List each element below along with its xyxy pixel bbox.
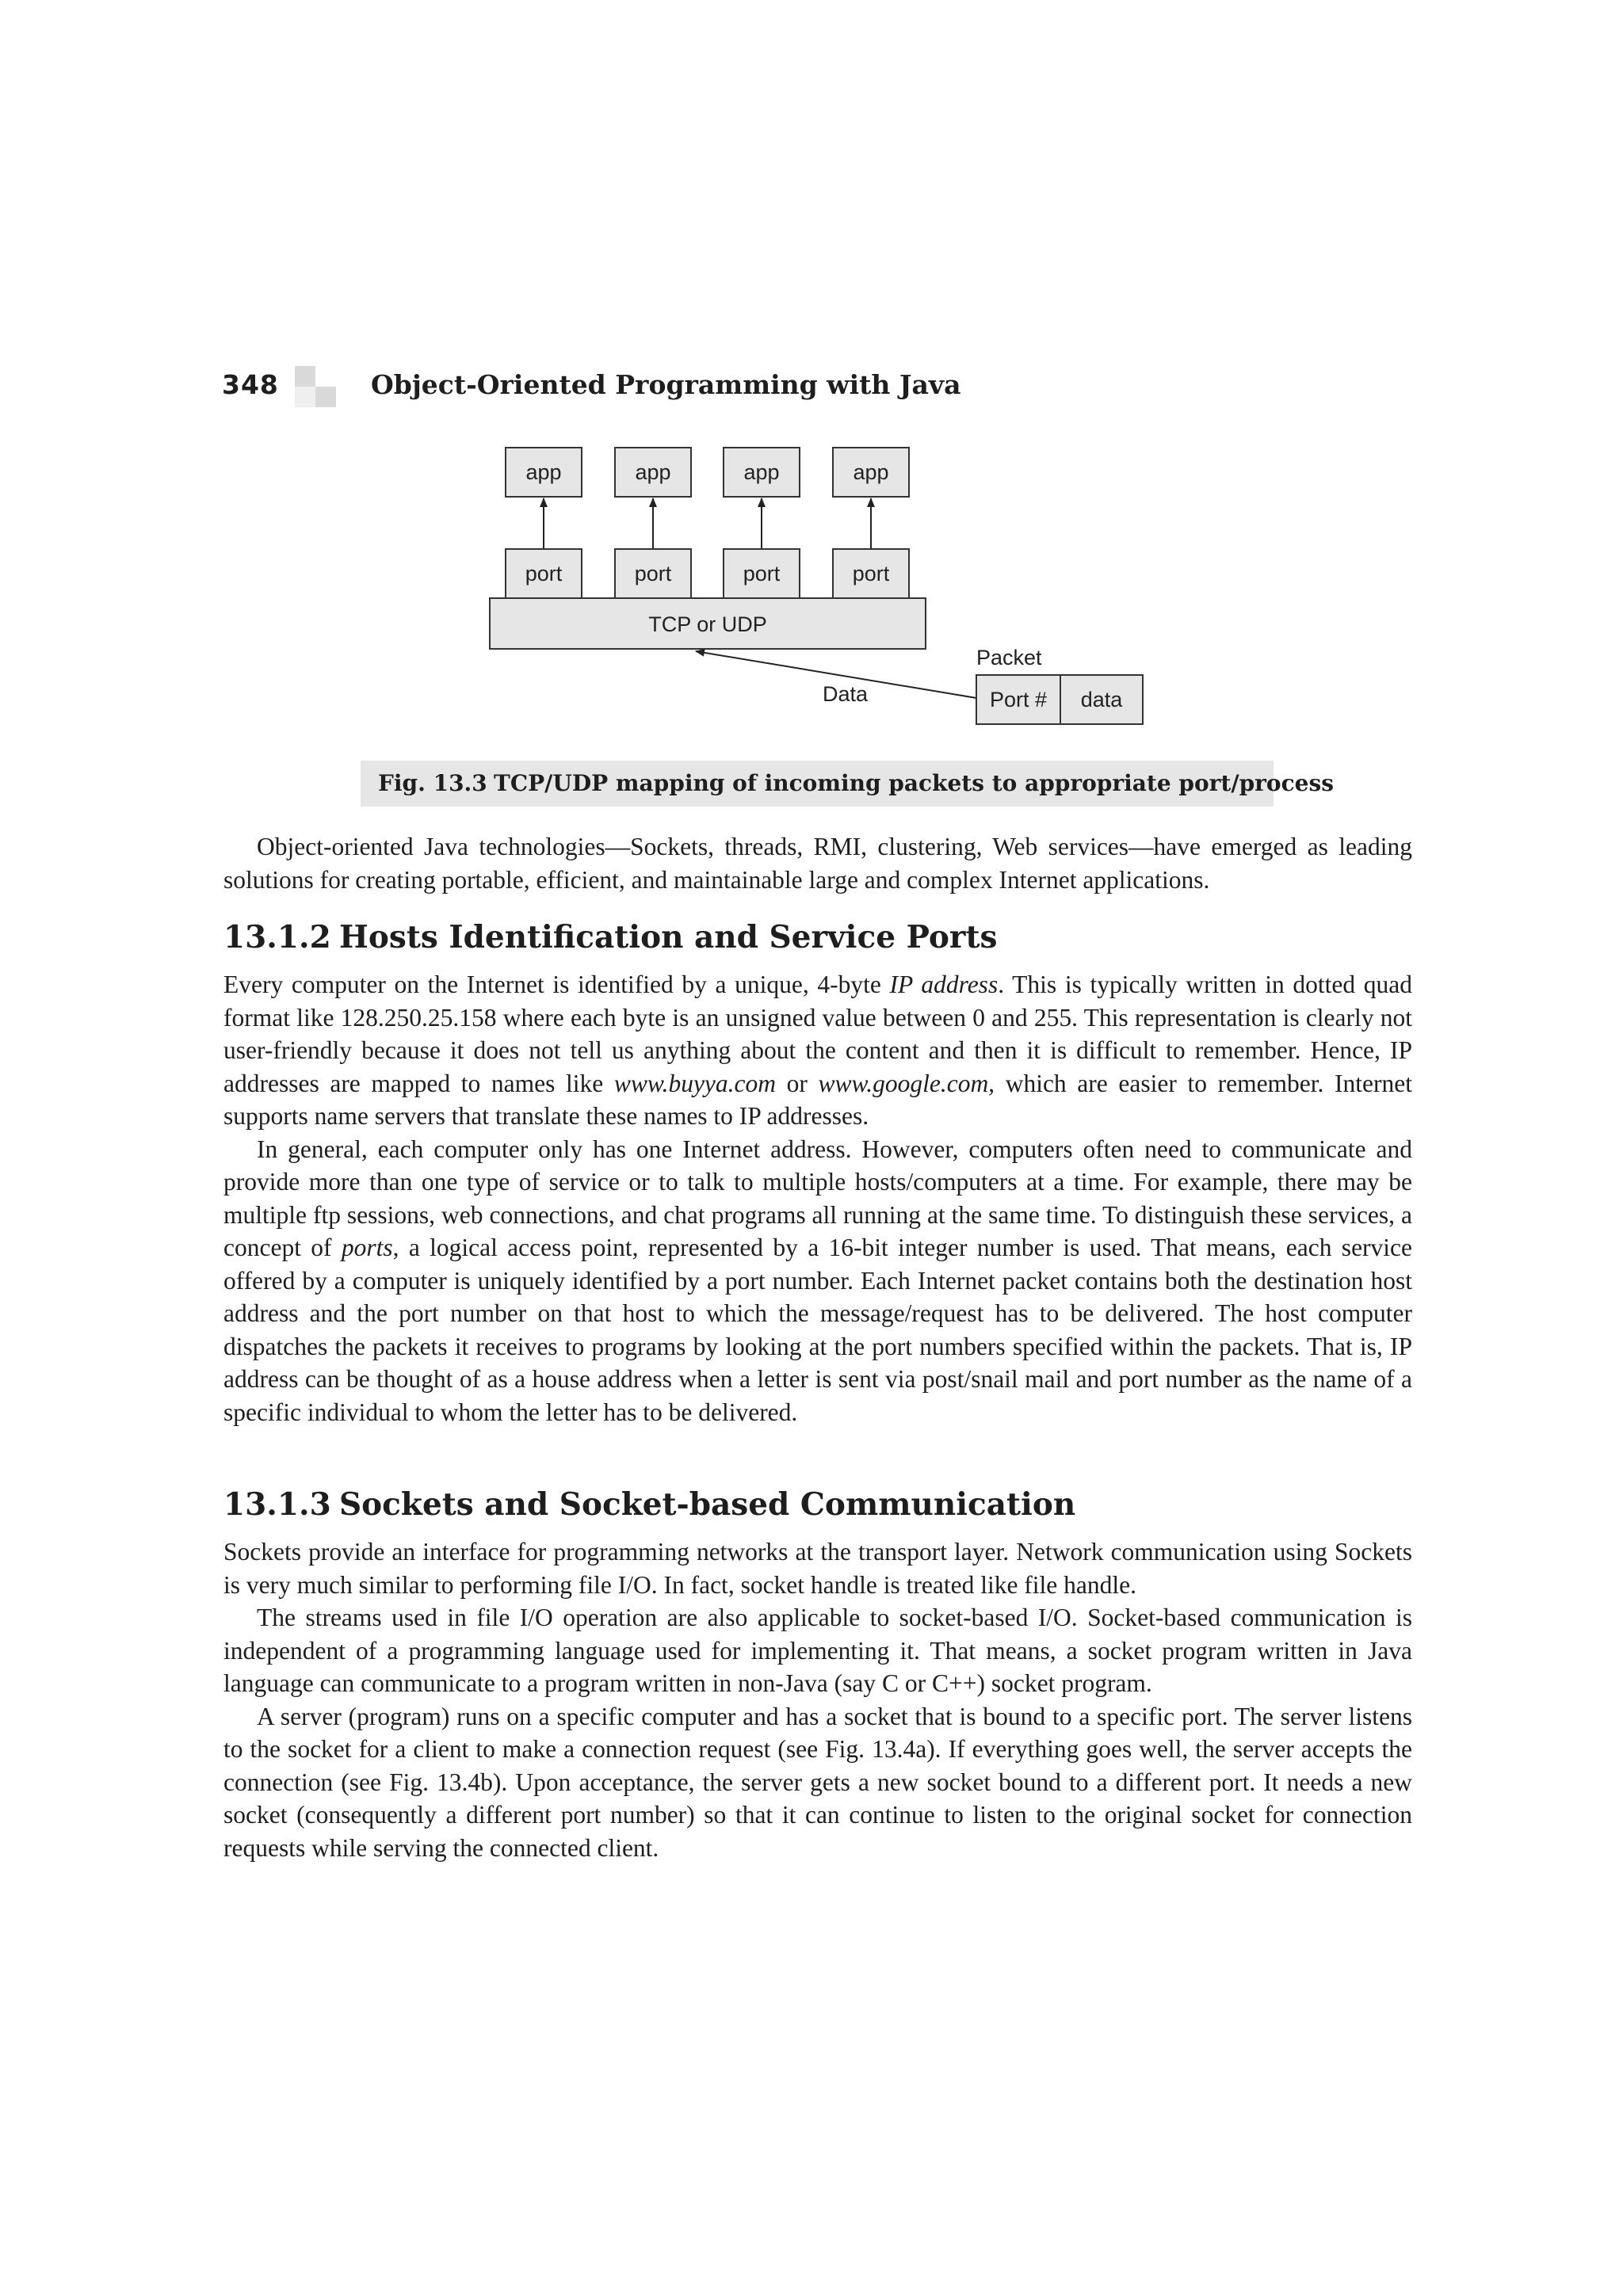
- url-buyya: www.buyya.com: [613, 1069, 777, 1097]
- svg-text:app: app: [853, 460, 889, 484]
- section-13-1-3-body: [223, 1535, 1412, 1864]
- book-title: Object-Oriented Programming with Java: [371, 369, 961, 400]
- svg-text:app: app: [635, 460, 671, 484]
- paragraph: Sockets provide an interface for programming networks at the transport layer. Network communication using Sockets is very much similar to performing file I/O. In fact, socket handle is treated like file handle.: [223, 1538, 1412, 1599]
- app-box-1: [506, 448, 582, 497]
- ip-address-term: IP address: [889, 971, 999, 998]
- svg-text:data: data: [1080, 688, 1123, 711]
- svg-text:port: port: [634, 562, 672, 585]
- data-arrow-label: Data: [823, 682, 869, 706]
- svg-text:port: port: [852, 562, 890, 585]
- section-number: 13.1.3: [223, 1486, 331, 1523]
- section-heading-13-1-2: [223, 919, 1412, 955]
- tcp-udp-diagram: [475, 440, 1157, 741]
- app-box-3: [724, 448, 800, 497]
- svg-text:Port #: Port #: [989, 688, 1048, 711]
- packet-label: Packet: [976, 646, 1042, 669]
- packet-port-field: [976, 675, 1060, 724]
- transport-layer-box: [490, 598, 926, 649]
- intro-paragraph: Object-oriented Java technologies—Sockets, threads, RMI, clustering, Web services—have emerged as leading solutions for creating portable, efficient, and maintainable large and complex Internet applications.: [223, 833, 1412, 894]
- port-box-4: [833, 549, 909, 598]
- section-number: 13.1.2: [223, 919, 331, 955]
- section-title: Hosts Identification and Service Ports: [339, 919, 998, 955]
- app-box-2: [615, 448, 691, 497]
- port-box-2: [615, 549, 691, 598]
- paragraph: Every computer on the Internet is identified by a unique, 4-byte IP address. This is typically written in dotted quad format like 128.250.25.158 where each byte is an unsigned value between 0 and 255. This representation is clearly not user-friendly because it does not tell us anything about the content and then it is difficult to remember. Hence, IP addresses are mapped to names like www.buyya.com or www.google.com, which are easier to remember. Internet supports name servers that translate these names to IP addresses.: [223, 971, 1412, 1130]
- section-13-1-2-body: [223, 968, 1412, 1428]
- figure-number: Fig. 13.3: [378, 770, 487, 796]
- paragraph: The streams used in file I/O operation are also applicable to socket-based I/O. Socket-based communication is independent of a programming language used for implementing it. That means, a socket program written in Java language can communicate to a program written in non-Java (say C or C++) socket program.: [223, 1604, 1412, 1697]
- ports-term: ports: [341, 1234, 393, 1261]
- page-number: 348: [222, 369, 279, 400]
- svg-text:TCP or UDP: TCP or UDP: [648, 612, 767, 636]
- svg-text:port: port: [743, 562, 781, 585]
- url-google: www.google.com,: [818, 1069, 995, 1097]
- intro-paragraph-block: [223, 830, 1412, 896]
- figure-caption: [361, 761, 1334, 807]
- section-heading-13-1-3: [223, 1486, 1412, 1523]
- running-head: [222, 366, 1411, 414]
- port-box-3: [724, 549, 800, 598]
- svg-text:app: app: [525, 460, 562, 484]
- figure-caption-text: TCP/UDP mapping of incoming packets to appropriate port/process: [494, 770, 1334, 796]
- header-ornament: [295, 366, 339, 410]
- section-title: Sockets and Socket-based Communication: [339, 1486, 1076, 1523]
- packet-data-field: [1060, 675, 1143, 724]
- svg-text:port: port: [525, 562, 563, 585]
- svg-text:app: app: [743, 460, 780, 484]
- app-box-4: [833, 448, 909, 497]
- port-box-1: [506, 549, 582, 598]
- paragraph: A server (program) runs on a specific computer and has a socket that is bound to a specific port. The server listens to the socket for a client to make a connection request (see Fig. 13.4a). If everything goes well, the server accepts the connection (see Fig. 13.4b). Upon acceptance, the server gets a new socket bound to a different port. It needs a new socket (consequently a different port number) so that it can continue to listen to the original socket for connection requests while serving the connected client.: [223, 1702, 1412, 1862]
- paragraph: In general, each computer only has one Internet address. However, computers often need to communicate and provide more than one type of service or to talk to multiple hosts/computers at a time. For example, there may be multiple ftp sessions, web connections, and chat programs all running at the same time. To distinguish these services, a concept of ports, a logical access point, represented by a 16-bit integer number is used. That means, each service offered by a computer is uniquely identified by a port number. Each Internet packet contains both the destination host address and the port number on that host to which the message/request has to be delivered. The host computer dispatches the packets it receives to programs by looking at the port numbers specified within the packets. That is, IP address can be thought of as a house address when a letter is sent via post/snail mail and port number as the name of a specific individual to whom the letter has to be delivered.: [223, 1135, 1413, 1426]
